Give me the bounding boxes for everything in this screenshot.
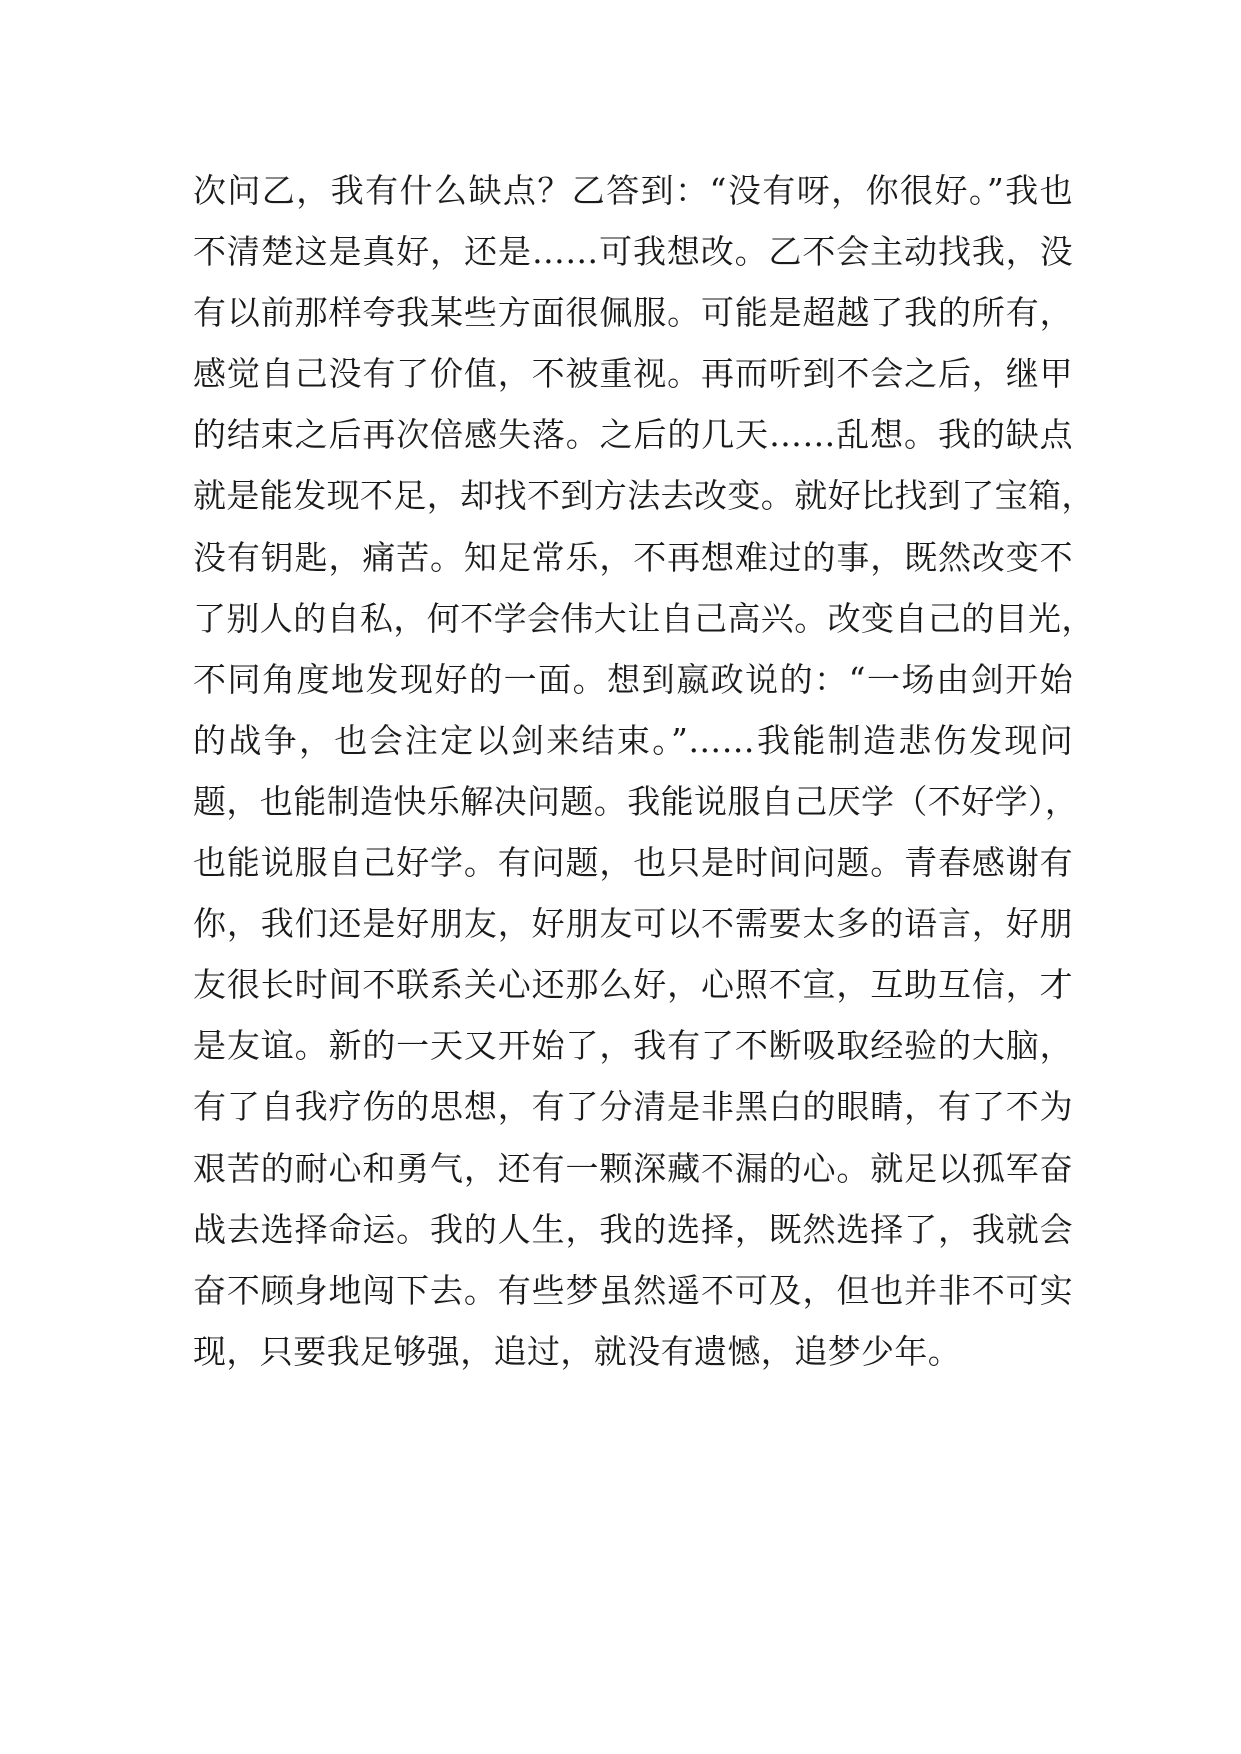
text-line: 战去选择命运。我的人生，我的选择，既然选择了，我就会 — [193, 1209, 1073, 1249]
text-line: 奋不顾身地闯下去。有些梦虽然遥不可及，但也并非不可实 — [193, 1270, 1073, 1310]
text-line: 的结束之后再次倍感失落。之后的几天……乱想。我的缺点 — [193, 415, 1073, 455]
text-line: 没有钥匙，痛苦。知足常乐，不再想难过的事，既然改变不 — [193, 537, 1073, 577]
text-line: 不清楚这是真好，还是……可我想改。乙不会主动找我，没 — [193, 232, 1073, 272]
text-line: 艰苦的耐心和勇气，还有一颗深藏不漏的心。就足以孤军奋 — [193, 1148, 1073, 1188]
body-paragraph — [193, 160, 1095, 1382]
text-line: 题，也能制造快乐解决问题。我能说服自己厌学（不好学）， — [193, 781, 1079, 821]
text-line: 友很长时间不联系关心还那么好，心照不宣，互助互信，才 — [193, 965, 1073, 1005]
text-line: 不同角度地发现好的一面。想到嬴政说的：“一场由剑开始 — [193, 659, 1073, 699]
text-line-last: 现，只要我足够强，追过，就没有遗憾，追梦少年。 — [193, 1331, 962, 1371]
text-line: 也能说服自己好学。有问题，也只是时间问题。青春感谢有 — [193, 843, 1073, 883]
text-line: 有以前那样夸我某些方面很佩服。可能是超越了我的所有， — [193, 293, 1073, 333]
text-line: 你，我们还是好朋友，好朋友可以不需要太多的语言，好朋 — [193, 904, 1073, 944]
text-line: 了别人的自私，何不学会伟大让自己高兴。改变自己的目光， — [193, 598, 1095, 638]
text-line: 次问乙，我有什么缺点？乙答到：“没有呀，你很好。”我也 — [193, 171, 1073, 210]
text-line: 就是能发现不足，却找不到方法去改变。就好比找到了宝箱， — [193, 476, 1095, 516]
text-line: 感觉自己没有了价值，不被重视。再而听到不会之后，继甲 — [193, 354, 1073, 394]
text-line: 的战争，也会注定以剑来结束。”……我能制造悲伤发现问 — [193, 720, 1073, 760]
text-line: 是友谊。新的一天又开始了，我有了不断吸取经验的大脑， — [193, 1026, 1073, 1066]
text-line: 有了自我疗伤的思想，有了分清是非黑白的眼睛，有了不为 — [193, 1087, 1073, 1127]
